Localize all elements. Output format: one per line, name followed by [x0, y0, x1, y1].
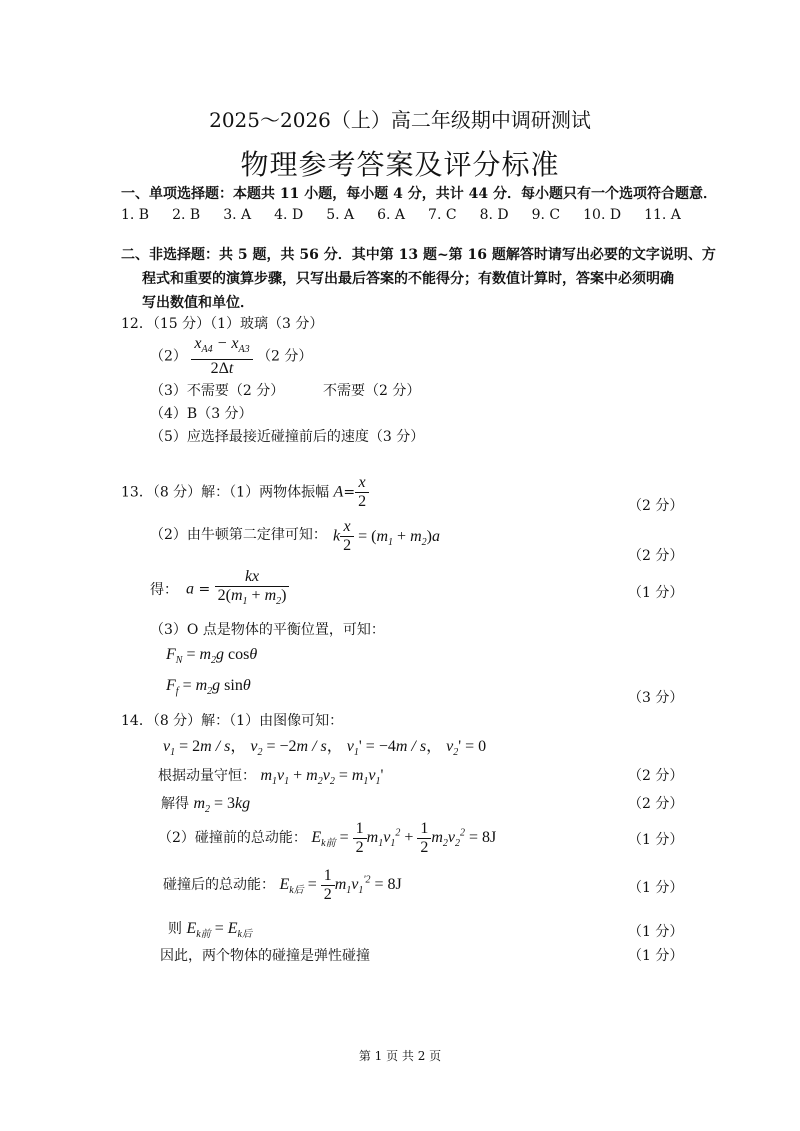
- q13-acceleration-equation: a = $\frac{kx}{2(m_1 + m_2)}$: [186, 568, 289, 611]
- mc-answer: 3. A: [223, 207, 252, 223]
- mc-answer: 2. B: [172, 207, 201, 223]
- q14-then: 则 $E_{k前} = E_{k后}$: [168, 920, 252, 941]
- mc-answer: 1. B: [121, 207, 150, 223]
- q13-part2-text: （2）由牛顿第二定律可知：: [150, 527, 327, 543]
- q14-then-subscript-after: k后: [237, 929, 252, 941]
- q12-part2: [150, 335, 312, 378]
- q14-then-subscript-before: k前: [196, 929, 211, 941]
- q14-momentum-text: 根据动量守恒：: [158, 768, 256, 784]
- mc-answer: 5. A: [326, 207, 355, 223]
- q13-part3-points: （3 分）: [628, 690, 684, 706]
- mc-answer: 8. D: [479, 207, 509, 223]
- q13-result-label: 得：: [150, 582, 178, 598]
- q14-ke-after-points: （1 分）: [628, 880, 684, 896]
- page-number: 第 1 页 共 2 页: [358, 1049, 442, 1063]
- q12-part5: （5）应选择最接近碰撞前后的速度（3 分）: [150, 429, 425, 445]
- q12-velocity-fraction: $\frac{x_{A4} - x_{A3}}{2\Delta t}$: [191, 335, 252, 378]
- q14-momentum: 根据动量守恒： $m_1v_1 + m_2v_2 = m_1v_1'$: [158, 767, 384, 788]
- q14-conclusion: 因此，两个物体的碰撞是弹性碰撞: [160, 948, 370, 964]
- q13-part3-text: （3）O 点是物体的平衡位置，可知：: [150, 622, 385, 638]
- q13-line1: 13．（8 分）解：（1）两物体振幅: [121, 484, 330, 501]
- q12-part2-points: （2 分）: [257, 348, 313, 365]
- q14-then-text: 则: [168, 921, 182, 937]
- q12-part4: （4）B（3 分）: [150, 406, 253, 422]
- q14-solve-points: （2 分）: [628, 796, 684, 812]
- q13-part1-points: （2 分）: [628, 498, 684, 514]
- q14-solve: 解得 $m_2 = 3kg$: [161, 795, 251, 816]
- section2-heading-line3: 写出数值和单位．: [142, 295, 254, 311]
- mc-answer: 11. A: [644, 207, 681, 223]
- q14-line1: 14．（8 分）解：（1）由图像可知：: [121, 713, 344, 729]
- q13-result-points: （1 分）: [628, 585, 684, 601]
- answer-key-title: 物理参考答案及评分标准: [240, 148, 560, 181]
- q14-ke-after-subscript: k后: [289, 885, 304, 897]
- q14-then-points: （1 分）: [628, 924, 684, 940]
- mc-answer: 4. D: [274, 207, 304, 223]
- exam-title: 2025～2026（上）高二年级期中调研测试: [209, 108, 591, 132]
- section2-heading-line2: 程式和重要的演算步骤，只写出最后答案的不能得分；有数值计算时，答案中必须明确: [142, 271, 674, 287]
- q14-conclusion-points: （1 分）: [628, 948, 684, 964]
- q14-ke-after-text: 碰撞后的总动能：: [163, 877, 275, 894]
- q14-ke-after: 碰撞后的总动能： $E_{k后}$ = $\frac{1}{2}$ $m_1v_1^{'2} = 8J$: [163, 867, 402, 903]
- mc-answer: 6. A: [377, 207, 406, 223]
- section2-heading-line1: 二、非选择题：共 5 题，共 56 分．其中第 13 题~第 16 题解答时请写出必要的文字说明、方: [121, 247, 716, 263]
- q14-ke-before-points: （1 分）: [628, 832, 684, 848]
- section1-heading: 一、单项选择题：本题共 11 小题，每小题 4 分，共计 44 分．每小题只有一个选项符合题意．: [121, 186, 717, 202]
- mc-answer: 10. D: [583, 207, 622, 223]
- q14-ke-before-text: （2）碰撞前的总动能：: [158, 830, 307, 847]
- q12-part3a: （3）不需要（2 分）: [150, 383, 285, 399]
- q13-part2-points: （2 分）: [628, 548, 684, 564]
- q12-line1: 12．（15 分）（1）玻璃（3 分）: [121, 316, 324, 332]
- q13-part1: 13．（8 分）解：（1）两物体振幅 A= $\frac{x}{2}$: [121, 474, 369, 511]
- q14-ke-before-subscript: k前: [321, 838, 336, 850]
- q14-solve-text: 解得: [161, 796, 189, 812]
- q13-normal-force-equation: $F_N = m_2g$ cosθ: [166, 646, 258, 667]
- q14-velocities: $v_1 = 2m / s$， $v_2 = -2m / s$， $v_1' = -4m / s$， $v_2' = 0$: [163, 738, 487, 759]
- mc-answer: 9. C: [531, 207, 561, 223]
- q12-part3b: 不需要（2 分）: [323, 383, 421, 399]
- mc-answers-row: [121, 207, 681, 223]
- q14-ke-before: （2）碰撞前的总动能： $E_{k前}$ = $\frac{1}{2}$ $m_1v_1^2$ + $\frac{1}{2}$ $m_2v_2^2 = 8J$: [158, 820, 497, 856]
- q13-newton-equation: k $\frac{x}{2}$ = $(m_1 + m_2)a$: [333, 518, 440, 554]
- mc-answer: 7. C: [428, 207, 457, 223]
- q12-part2-label: （2）: [150, 348, 187, 365]
- q13-friction-equation: $F_f = m_2g$ sinθ: [166, 677, 251, 698]
- q14-momentum-points: （2 分）: [628, 768, 684, 784]
- q13-amplitude-fraction: $\frac{x}{2}$: [355, 474, 369, 511]
